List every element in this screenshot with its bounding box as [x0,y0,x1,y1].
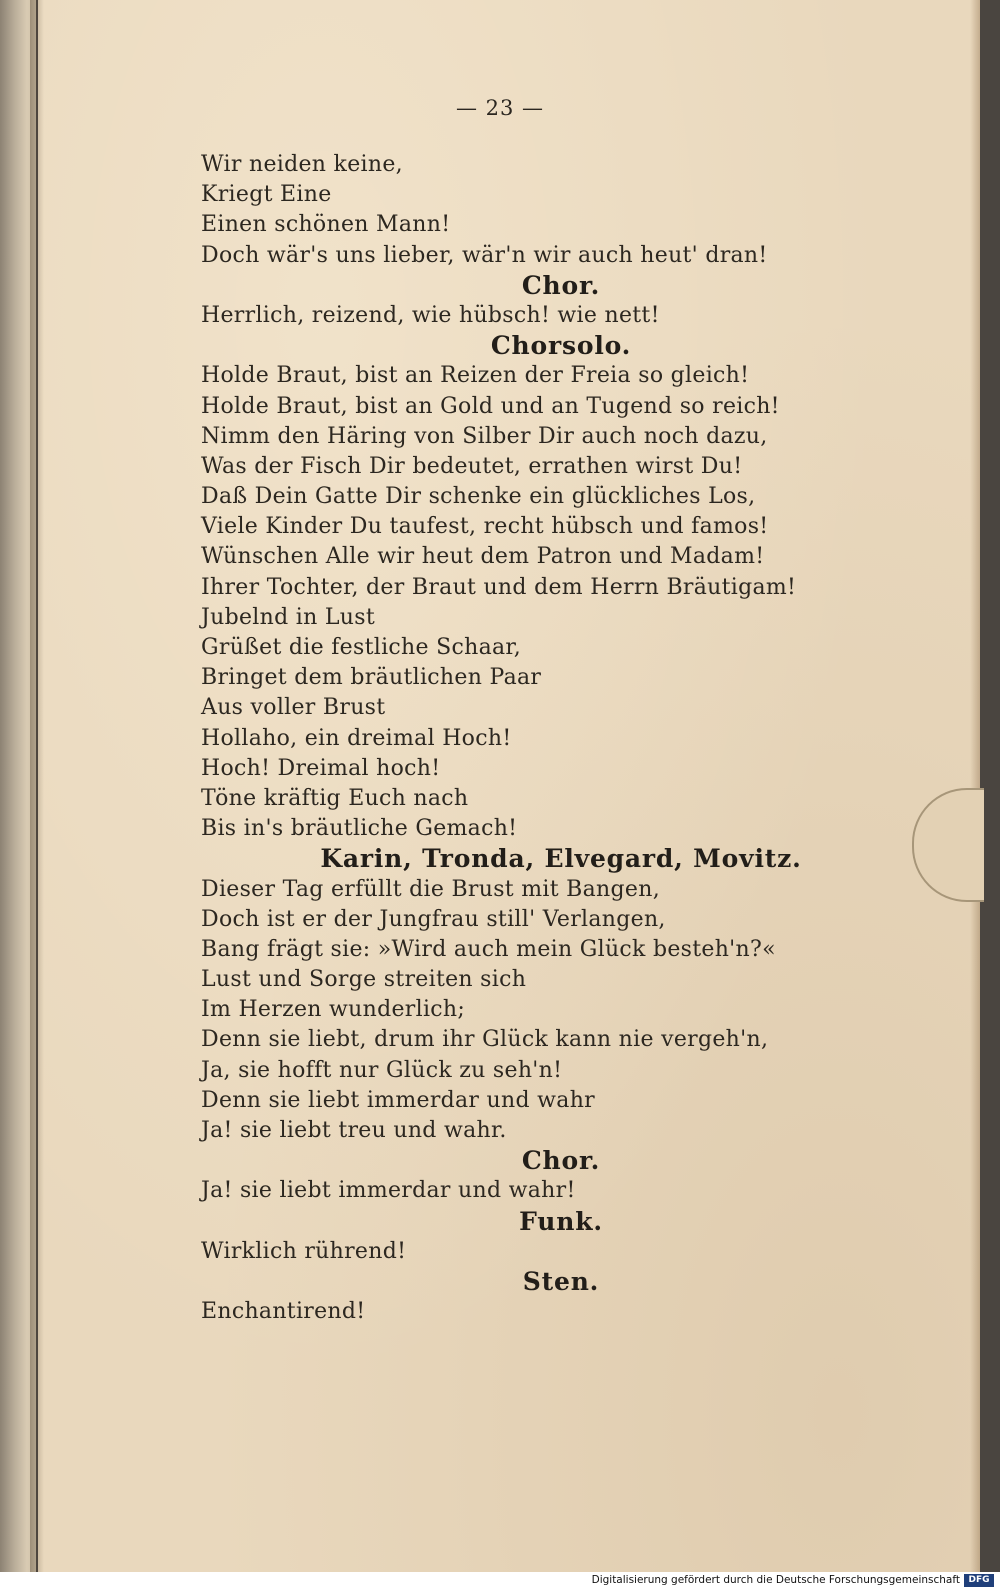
verse-line: Jubelnd in Lust [201,604,375,630]
verse-line: Was der Fisch Dir bedeutet, errathen wirst Du! [201,453,743,479]
verse-line: Ja! sie liebt treu und wahr. [201,1118,507,1143]
verse-line: Denn sie liebt, drum ihr Glück kann nie vergeh'n, [201,1027,769,1053]
speaker-heading: Chorsolo. [490,331,632,361]
verse-line: Hoch! Dreimal hoch! [201,755,441,781]
speaker-heading: Sten. [522,1266,600,1296]
speaker-heading: Funk. [519,1206,603,1236]
verse-line: Holde Braut, bist an Reizen der Freia so gleich! [201,363,750,389]
verse-line: Wirklich rührend! [201,1238,407,1264]
verse-line: Doch wär's uns lieber, wär'n wir auch heut' dran! [201,242,768,268]
verse-line: Daß Dein Gatte Dir schenke ein glückliches Los, [201,484,756,510]
speaker-heading: Karin, Tronda, Elvegard, Movitz. [320,844,802,874]
verse-line: Nimm den Häring von Silber Dir auch noch dazu, [201,423,768,449]
verse-line: Doch ist er der Jungfrau still' Verlangen, [201,906,666,932]
footer-bar [0,1572,1000,1589]
verse-line: Viele Kinder Du taufest, recht hübsch und famos! [201,514,769,540]
verse-line: Ja, sie hofft nur Glück zu seh'n! [201,1057,563,1083]
verse-line: Wir neiden keine, [201,152,403,177]
verse-line: Einen schönen Mann! [201,212,451,238]
libretto-text [201,150,921,1327]
verse-line: Kriegt Eine [201,182,332,208]
verse-line: Hollaho, ein dreimal Hoch! [201,725,512,751]
page-edge-shadow [970,0,980,1572]
verse-line: Herrlich, reizend, wie hübsch! wie nett! [201,302,660,328]
verse-line: Ihrer Tochter, der Braut und dem Herrn Bräutigam! [201,574,797,600]
verse-line: Bringet dem bräutlichen Paar [201,665,542,691]
verse-line: Lust und Sorge streiten sich [201,967,527,993]
verse-line: Dieser Tag erfüllt die Brust mit Bangen, [201,876,660,902]
verse-line: Im Herzen wunderlich; [201,997,466,1023]
footer-credit: Digitalisierung gefördert durch die Deutsche Forschungsgemeinschaft [591,1574,960,1586]
verse-line: Bang frägt sie: »Wird auch mein Glück besteh'n?« [201,936,776,962]
binding-shadow [30,0,44,1572]
page-number: — 23 — [455,96,545,120]
verse-line: Denn sie liebt immerdar und wahr [201,1087,595,1113]
verse-line: Enchantirend! [201,1299,366,1325]
verse-line: Bis in's bräutliche Gemach! [201,816,518,842]
dfg-logo: DFG [964,1574,994,1587]
verse-line: Töne kräftig Euch nach [201,785,469,811]
verse-line: Wünschen Alle wir heut dem Patron und Madam! [201,544,765,570]
speaker-heading: Chor. [521,1146,601,1176]
speaker-heading: Chor. [521,270,601,300]
verse-line: Grüßet die festliche Schaar, [201,635,522,660]
verse-line: Ja! sie liebt immerdar und wahr! [201,1178,576,1204]
verse-line: Holde Braut, bist an Gold und an Tugend so reich! [201,393,780,419]
verse-line: Aus voller Brust [201,695,386,721]
